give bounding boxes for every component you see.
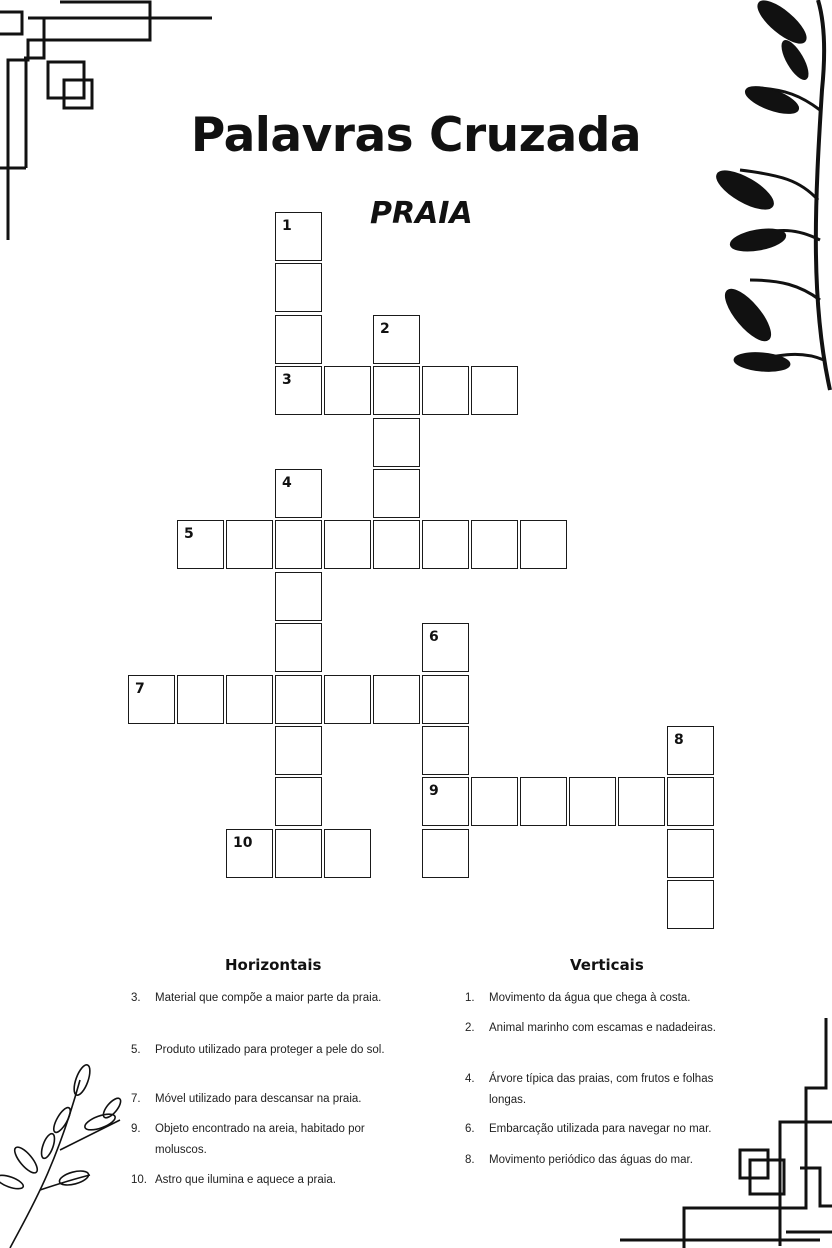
clue-item [465,1150,750,1171]
clue-number: 2 [380,320,390,337]
grid-cell[interactable] [373,418,420,467]
clue-item-text: Objeto encontrado na areia, habitado por moluscos. [155,1123,365,1156]
clue-number: 5 [184,526,194,543]
clue-item-text: Árvore típica das praias, com frutos e folhas longas. [489,1073,714,1106]
clue-number: 3 [282,372,292,389]
grid-cell[interactable] [667,726,714,775]
clue-item-text: Material que compõe a maior parte da praia. [155,992,382,1004]
clue-item-text: Produto utilizado para proteger a pele do sol. [155,1044,385,1056]
grid-cell[interactable] [128,675,175,724]
clue-item-number: 10. [131,1174,147,1186]
grid-cell[interactable] [471,366,518,415]
grid-cell[interactable] [618,777,665,826]
clue-number: 8 [674,732,684,748]
down-heading: Verticais [570,956,644,974]
clue-item [465,1018,750,1039]
grid-cell[interactable] [177,675,224,724]
clue-item [465,1119,750,1140]
clue-item-text: Movimento periódico das águas do mar. [489,1154,693,1166]
clue-item [131,1040,401,1061]
clue-number: 1 [282,218,292,234]
grid-cell[interactable] [275,366,322,415]
grid-cell[interactable] [667,880,714,929]
grid-cell[interactable] [275,263,322,312]
clue-item-number: 1. [465,992,475,1004]
grid-cell[interactable] [275,726,322,775]
grid-cell[interactable] [373,520,420,569]
grid-cell[interactable] [422,623,469,672]
grid-cell[interactable] [373,315,420,364]
grid-cell[interactable] [422,675,469,724]
grid-cell[interactable] [520,520,567,569]
grid-cell[interactable] [275,675,322,724]
clue-item-number: 4. [465,1073,475,1085]
grid-cell[interactable] [422,366,469,415]
grid-cell[interactable] [275,572,322,621]
across-heading: Horizontais [225,956,322,974]
clue-item-number: 9. [131,1123,141,1135]
grid-cell[interactable] [275,520,322,569]
grid-cell[interactable] [373,469,420,518]
grid-cell[interactable] [471,777,518,826]
clue-item-text: Móvel utilizado para descansar na praia. [155,1093,362,1105]
grid-cell[interactable] [324,675,371,724]
clue-item [131,1170,401,1191]
grid-cell[interactable] [324,829,371,878]
grid-cell[interactable] [324,520,371,569]
grid-cell[interactable] [226,675,273,724]
grid-cell[interactable] [275,829,322,878]
grid-cell[interactable] [471,520,518,569]
clue-item-text: Animal marinho com escamas e nadadeiras. [489,1022,716,1034]
grid-cell[interactable] [177,520,224,569]
grid-cell[interactable] [324,366,371,415]
clue-item-text: Movimento da água que chega à costa. [489,992,691,1004]
grid-cell[interactable] [422,829,469,878]
clue-item-number: 5. [131,1044,141,1056]
clue-item-number: 2. [465,1022,475,1034]
clue-item-text: Astro que ilumina e aquece a praia. [155,1174,336,1186]
clue-item-number: 8. [465,1154,475,1166]
clue-item [131,1119,401,1161]
clue-item [131,988,401,1009]
grid-cell[interactable] [422,726,469,775]
grid-cell[interactable] [569,777,616,826]
clue-item [465,988,750,1009]
clue-item-number: 3. [131,992,141,1004]
grid-cell[interactable] [275,469,322,518]
page-subtitle: PRAIA [370,196,473,231]
clue-item-number: 7. [131,1093,141,1105]
grid-cell[interactable] [422,777,469,826]
page-title: Palavras Cruzada [190,108,642,163]
grid-cell[interactable] [226,829,273,878]
grid-cell[interactable] [520,777,567,826]
clue-number: 6 [429,629,439,646]
clue-number: 10 [233,834,253,851]
grid-cell[interactable] [226,520,273,569]
clue-number: 4 [282,475,292,491]
clue-item-text: Embarcação utilizada para navegar no mar. [489,1123,712,1135]
grid-cell[interactable] [275,212,322,261]
grid-cell[interactable] [275,623,322,672]
grid-cell[interactable] [275,777,322,826]
grid-cell[interactable] [373,675,420,724]
grid-cell[interactable] [275,315,322,364]
clue-item-number: 6. [465,1123,475,1135]
clue-number: 9 [429,783,439,800]
grid-cell[interactable] [373,366,420,415]
clue-number: 7 [135,680,145,697]
grid-cell[interactable] [667,777,714,826]
clue-item [131,1089,401,1110]
grid-cell[interactable] [667,829,714,878]
clue-item [465,1069,750,1111]
grid-cell[interactable] [422,520,469,569]
